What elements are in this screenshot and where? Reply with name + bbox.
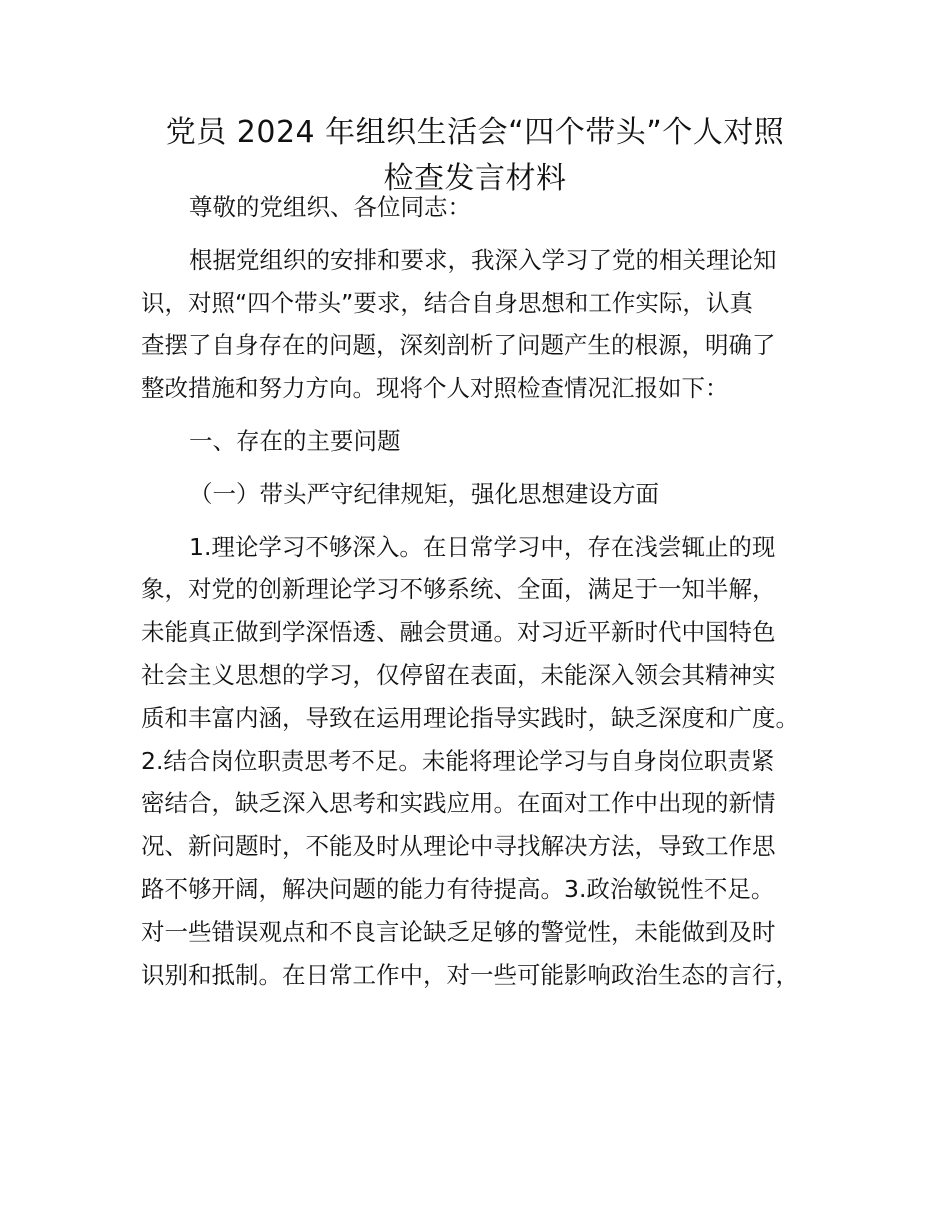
salutation: 尊敬的党组织、各位同志： [189, 193, 471, 221]
document-body [141, 186, 819, 996]
body-line: 社会主义思想的学习，仅停留在表面，未能深入领会其精神实 [141, 660, 776, 689]
body-line: 象，对党的创新理论学习不够系统、全面，满足于一知半解， [141, 575, 776, 604]
body-line: 密结合，缺乏深入思考和实践应用。在面对工作中出现的新情 [141, 789, 776, 818]
intro-line: 根据党组织的安排和要求，我深入学习了党的相关理论知 [189, 245, 777, 274]
body-line: 对一些错误观点和不良言论缺乏足够的警觉性，未能做到及时 [141, 917, 776, 946]
body-line: 路不够开阔，解决问题的能力有待提高。3.政治敏锐性不足。 [141, 874, 775, 903]
intro-line: 识，对照“四个带头”要求，结合自身思想和工作实际，认真 [141, 288, 753, 317]
title-line-1: 党员 2024 年组织生活会“四个带头”个人对照 [165, 115, 785, 150]
body-line: 质和丰富内涵，导致在运用理论指导实践时，缺乏深度和广度。 [141, 703, 799, 732]
title-line-2: 检查发言材料 [383, 161, 567, 196]
intro-line: 整改措施和努力方向。现将个人对照检查情况汇报如下： [141, 374, 729, 403]
body-line: 1.理论学习不够深入。在日常学习中，存在浅尝辄止的现 [189, 532, 776, 561]
body-line: 况、新问题时，不能及时从理论中寻找解决方法，导致工作思 [141, 832, 776, 861]
section-heading: 一、存在的主要问题 [189, 426, 401, 455]
body-line: 2.结合岗位职责思考不足。未能将理论学习与自身岗位职责紧 [141, 746, 775, 775]
intro-line: 查摆了自身存在的问题，深刻剖析了问题产生的根源，明确了 [141, 331, 776, 360]
subsection-heading: （一）带头严守纪律规矩，强化思想建设方面 [189, 479, 659, 508]
body-line: 未能真正做到学深悟透、融会贯通。对习近平新时代中国特色 [141, 618, 776, 647]
body-line: 识别和抵制。在日常工作中，对一些可能影响政治生态的言行， [141, 960, 799, 989]
